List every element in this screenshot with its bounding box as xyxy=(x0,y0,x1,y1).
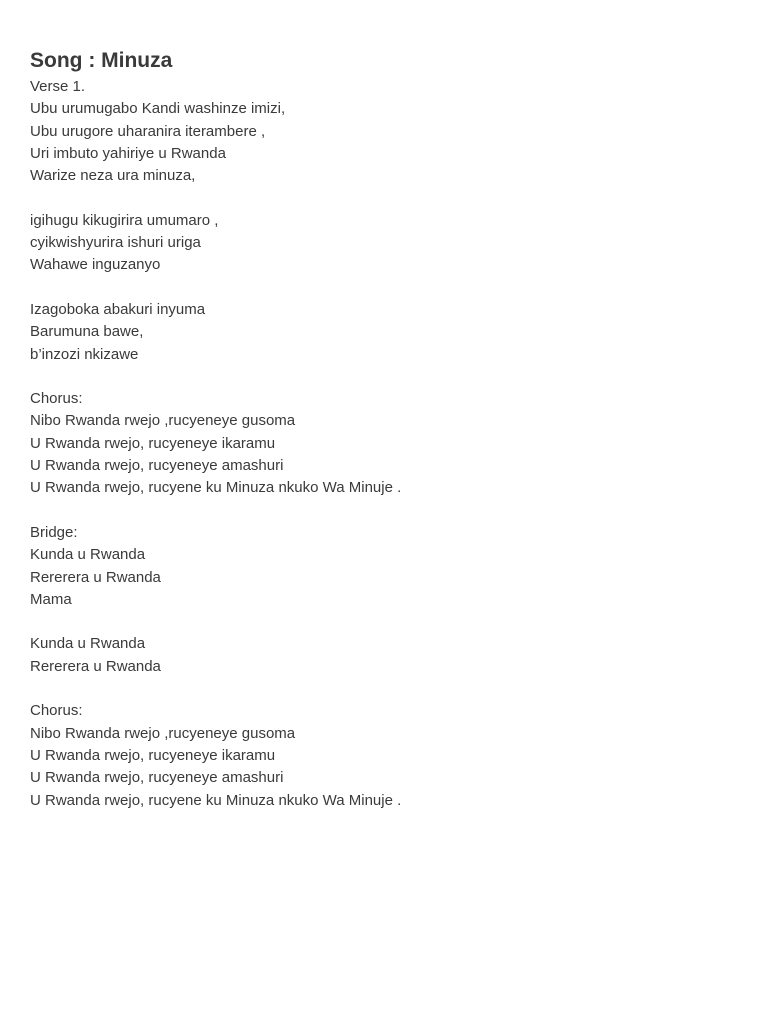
lyrics-body xyxy=(30,76,740,812)
lyric-line: U Rwanda rwejo, rucyene ku Minuza nkuko Wa Minuje . xyxy=(30,791,402,809)
lyric-line: b’inzozi nkizawe xyxy=(30,345,139,363)
lyric-line: U Rwanda rwejo, rucyeneye amashuri xyxy=(30,769,284,787)
blank-line xyxy=(30,366,740,388)
lyric-line: Kunda u Rwanda xyxy=(30,546,146,564)
section-heading: Chorus: xyxy=(30,702,83,720)
lyric-line: Nibo Rwanda rwejo ,rucyeneye gusoma xyxy=(30,724,296,742)
section-heading: Bridge: xyxy=(30,523,78,541)
lyric-line: Kunda u Rwanda xyxy=(30,635,146,653)
lyric-line: U Rwanda rwejo, rucyeneye ikaramu xyxy=(30,746,276,764)
lyric-line: Warize neza ura minuza, xyxy=(30,167,196,185)
blank-line xyxy=(30,611,740,633)
lyric-line: Ubu urumugabo Kandi washinze imizi, xyxy=(30,100,286,118)
blank-line xyxy=(30,500,740,522)
lyric-line: cyikwishyurira ishuri uriga xyxy=(30,234,201,252)
lyric-line: Ubu urugore uharanira iterambere , xyxy=(30,122,266,140)
blank-line xyxy=(30,678,740,700)
note-body[interactable] xyxy=(30,46,740,812)
lyric-line: U Rwanda rwejo, rucyeneye ikaramu xyxy=(30,434,276,452)
lyric-line: Mama xyxy=(30,590,72,608)
lyric-line: Wahawe inguzanyo xyxy=(30,256,161,274)
lyric-line: Barumuna bawe, xyxy=(30,323,144,341)
lyric-line: igihugu kikugirira umumaro , xyxy=(30,211,219,229)
lyric-line: Izagoboka abakuri inyuma xyxy=(30,300,206,318)
blank-line xyxy=(30,277,740,299)
section-heading: Chorus: xyxy=(30,390,83,408)
blank-line xyxy=(30,187,740,209)
lyric-line: Nibo Rwanda rwejo ,rucyeneye gusoma xyxy=(30,412,296,430)
lyric-line: Uri imbuto yahiriye u Rwanda xyxy=(30,144,226,162)
lyric-line: U Rwanda rwejo, rucyene ku Minuza nkuko Wa Minuje . xyxy=(30,479,402,497)
note-title: Song : Minuza xyxy=(30,49,173,72)
lyric-line: U Rwanda rwejo, rucyeneye amashuri xyxy=(30,457,284,475)
lyric-line: Rererera u Rwanda xyxy=(30,657,161,675)
lyric-line: Rererera u Rwanda xyxy=(30,568,161,586)
lyric-line: Verse 1. xyxy=(30,78,86,95)
